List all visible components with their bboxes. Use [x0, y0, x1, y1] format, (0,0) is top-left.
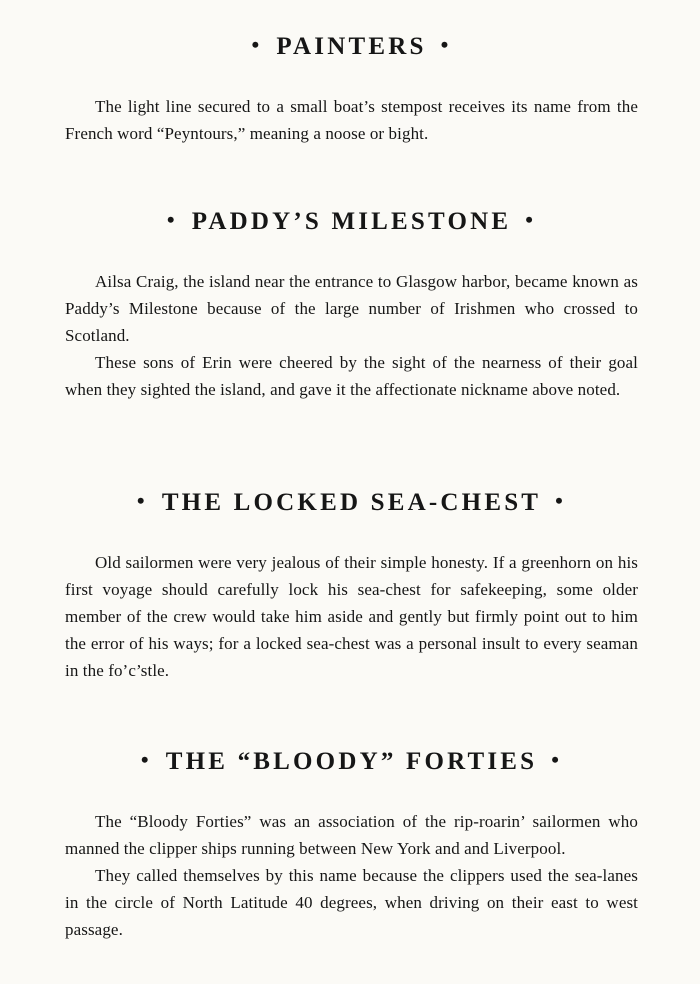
section-locked-sea-chest: [65, 486, 638, 684]
section-heading: [65, 30, 638, 62]
section-body: [65, 268, 638, 403]
section-bloody-forties: [65, 745, 638, 943]
heading-bullet-right: •: [551, 747, 563, 772]
section-heading: [65, 486, 638, 518]
heading-bullet-right: •: [555, 488, 567, 513]
section-body: [65, 808, 638, 943]
heading-title: THE LOCKED SEA-CHEST: [161, 489, 542, 516]
section-body: [65, 549, 638, 684]
heading-bullet-left: •: [136, 488, 148, 513]
heading-bullet-left: •: [140, 747, 152, 772]
paragraph: These sons of Erin were cheered by the sight of the nearness of their goal when they sighted the island, and gave it the affectionate nickname above noted.: [65, 353, 638, 399]
section-painters: [65, 30, 638, 147]
section-paddys-milestone: [65, 205, 638, 403]
heading-bullet-left: •: [166, 207, 178, 232]
paragraph: Ailsa Craig, the island near the entrance to Glasgow harbor, became known as Paddy’s Milestone because of the large number of Irishmen who crossed to Scotland.: [65, 272, 638, 345]
heading-title: PADDY’S MILESTONE: [191, 208, 512, 235]
section-heading: [65, 205, 638, 237]
section-body: [65, 93, 638, 147]
heading-bullet-right: •: [440, 32, 452, 57]
paragraph: Old sailormen were very jealous of their simple honesty. If a greenhorn on his first voyage should carefully lock his sea-chest for safekeeping, some older member of the crew would take him aside and gently but firmly point out to him the error of his ways; for a locked sea-chest was a personal insult to every seaman in the fo’c’stle.: [65, 553, 638, 680]
paragraph: The light line secured to a small boat’s stempost receives its name from the French word “Peyntours,” meaning a noose or bight.: [65, 97, 638, 143]
heading-title: THE “BLOODY” FORTIES: [165, 748, 538, 775]
heading-title: PAINTERS: [276, 33, 427, 60]
paragraph: They called themselves by this name because the clippers used the sea-lanes in the circle of North Latitude 40 degrees, when driving on their east to west passage.: [65, 866, 638, 939]
section-heading: [65, 745, 638, 777]
heading-bullet-left: •: [251, 32, 263, 57]
heading-bullet-right: •: [525, 207, 537, 232]
paragraph: The “Bloody Forties” was an association of the rip-roarin’ sailormen who manned the clipper ships running between New York and and Liverpool.: [65, 812, 638, 858]
